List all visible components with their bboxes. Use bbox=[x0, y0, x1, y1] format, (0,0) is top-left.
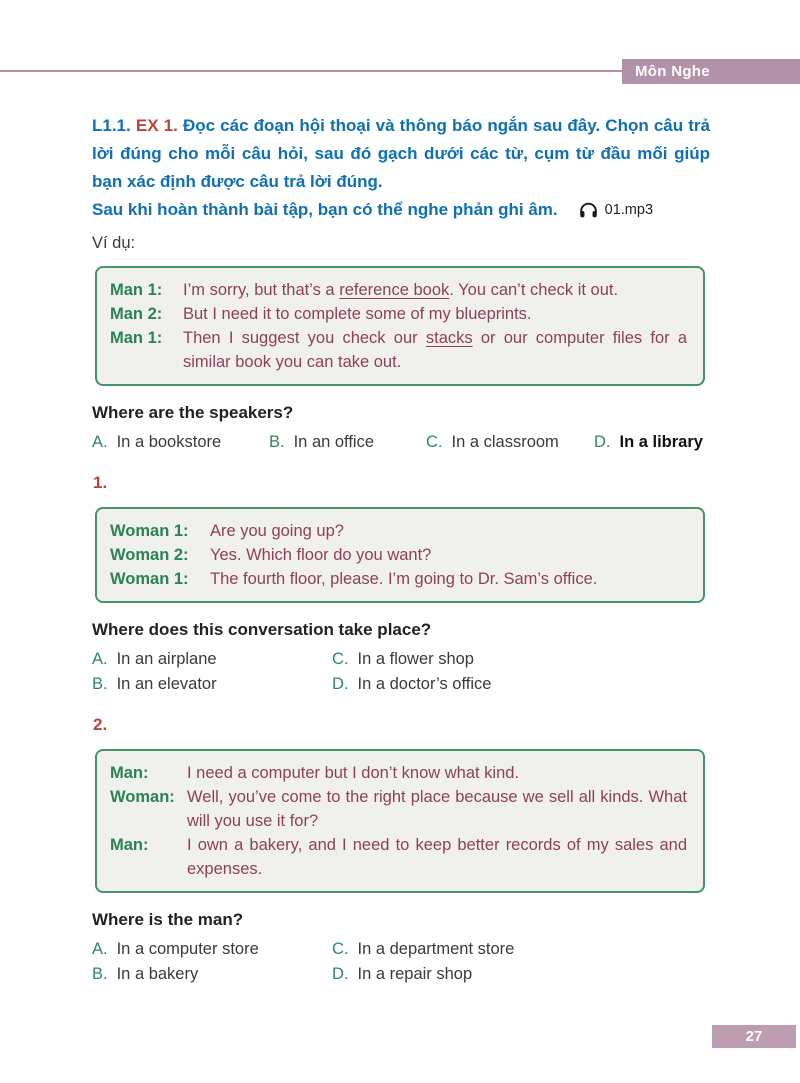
dialogue-row bbox=[110, 833, 687, 881]
option-text: In a library bbox=[619, 433, 703, 451]
speaker-label: Woman 2: bbox=[110, 546, 189, 564]
dialogue-row bbox=[110, 761, 687, 785]
option-text: In a doctor’s office bbox=[357, 675, 492, 693]
dialogue-text bbox=[187, 833, 687, 881]
dialogue-box-1 bbox=[95, 507, 705, 603]
option-text: In a classroom bbox=[451, 433, 559, 451]
option-text: In a bakery bbox=[116, 965, 199, 983]
page-number: 27 bbox=[745, 1028, 763, 1045]
option-letter: B. bbox=[92, 965, 108, 983]
page-number-badge bbox=[712, 1025, 796, 1048]
option-letter: A. bbox=[92, 433, 108, 451]
question-2-number: 2. bbox=[93, 715, 108, 734]
dialogue-row bbox=[110, 543, 687, 567]
example-question: Where are the speakers? bbox=[92, 403, 294, 422]
answer-option bbox=[92, 647, 332, 672]
speaker-label: Man: bbox=[110, 764, 149, 782]
dialogue-text bbox=[183, 302, 687, 326]
speaker-label: Man 2: bbox=[110, 305, 163, 323]
speaker-label: Woman 1: bbox=[110, 522, 189, 540]
audio-file-name: 01.mp3 bbox=[604, 202, 654, 218]
option-text: In an elevator bbox=[116, 675, 217, 693]
option-letter: C. bbox=[332, 940, 349, 958]
exercise-instruction bbox=[92, 112, 710, 196]
answer-option bbox=[332, 647, 710, 672]
speaker-label: Woman: bbox=[110, 788, 175, 806]
answer-option bbox=[332, 937, 710, 962]
option-letter: D. bbox=[332, 965, 349, 983]
dialogue-row bbox=[110, 278, 687, 302]
answer-option bbox=[594, 430, 710, 455]
option-text: In an office bbox=[293, 433, 375, 451]
dialogue-segment: . You can’t check it out. bbox=[449, 281, 619, 299]
option-letter: B. bbox=[92, 675, 108, 693]
section-tab bbox=[622, 59, 800, 84]
option-text: In a bookstore bbox=[116, 433, 222, 451]
answer-option bbox=[332, 672, 710, 697]
option-letter: C. bbox=[426, 433, 443, 451]
answer-option bbox=[92, 672, 332, 697]
answer-option bbox=[426, 430, 594, 455]
question-2-options bbox=[92, 937, 710, 987]
question-2-text: Where is the man? bbox=[92, 910, 244, 929]
option-text: In a flower shop bbox=[357, 650, 474, 668]
page-content bbox=[92, 112, 710, 987]
dialogue-row bbox=[110, 785, 687, 833]
speaker-label: Woman 1: bbox=[110, 570, 189, 588]
audio-instruction-line bbox=[92, 196, 710, 224]
dialogue-text bbox=[183, 326, 687, 374]
dialogue-text bbox=[187, 785, 687, 833]
option-letter: B. bbox=[269, 433, 285, 451]
dialogue-text bbox=[210, 519, 687, 543]
dialogue-row bbox=[110, 302, 687, 326]
answer-option bbox=[92, 937, 332, 962]
option-letter: D. bbox=[332, 675, 349, 693]
option-text: In a computer store bbox=[116, 940, 259, 958]
answer-option bbox=[332, 962, 710, 987]
dialogue-row bbox=[110, 519, 687, 543]
section-tab-label: Môn Nghe bbox=[635, 63, 710, 80]
example-label: Ví dụ: bbox=[92, 234, 136, 252]
underlined-key-phrase: reference book bbox=[339, 281, 450, 299]
answer-option bbox=[92, 430, 269, 455]
dialogue-box-example bbox=[95, 266, 705, 386]
dialogue-text bbox=[187, 761, 687, 785]
option-letter: C. bbox=[332, 650, 349, 668]
answer-option bbox=[92, 962, 332, 987]
option-letter: D. bbox=[594, 433, 611, 451]
question-1-number: 1. bbox=[93, 473, 108, 492]
example-options bbox=[92, 430, 710, 455]
dialogue-segment: Yes. Which floor do you want? bbox=[210, 546, 432, 564]
headphones-icon bbox=[578, 200, 599, 221]
dialogue-segment: I’m sorry, but that’s a bbox=[183, 281, 340, 299]
question-1-text: Where does this conversation take place? bbox=[92, 620, 432, 639]
header-rule bbox=[0, 70, 624, 72]
speaker-label: Man 1: bbox=[110, 329, 163, 347]
option-letter: A. bbox=[92, 940, 108, 958]
dialogue-box-2 bbox=[95, 749, 705, 893]
dialogue-text bbox=[210, 543, 687, 567]
dialogue-text bbox=[210, 567, 687, 591]
speaker-label: Man: bbox=[110, 836, 149, 854]
lesson-code: L1.1. bbox=[92, 116, 131, 135]
option-letter: A. bbox=[92, 650, 108, 668]
answer-option bbox=[269, 430, 426, 455]
dialogue-segment: The fourth floor, please. I’m going to Dr. Sam’s office. bbox=[210, 570, 598, 588]
audio-instruction-text: Sau khi hoàn thành bài tập, bạn có thể nghe phản ghi âm. bbox=[92, 200, 558, 219]
dialogue-segment: or our computer files for a similar book you can take out. bbox=[183, 329, 688, 371]
underlined-key-phrase: stacks bbox=[425, 329, 473, 347]
dialogue-segment: Well, you’ve come to the right place because we sell all kinds. What will you use it for? bbox=[187, 788, 687, 830]
option-text: In a repair shop bbox=[357, 965, 473, 983]
dialogue-segment: I own a bakery, and I need to keep better records of my sales and expenses. bbox=[187, 836, 687, 878]
option-text: In an airplane bbox=[116, 650, 217, 668]
dialogue-segment: Are you going up? bbox=[210, 522, 344, 540]
question-1-options bbox=[92, 647, 710, 697]
instruction-text: Đọc các đoạn hội thoại và thông báo ngắn sau đây. Chọn câu trả lời đúng cho mỗi câu hỏi, sau đó gạch dưới các từ, cụm từ đầu mối giúp bạn xác định được câu trả lời đúng. bbox=[92, 116, 710, 191]
dialogue-row bbox=[110, 326, 687, 374]
speaker-label: Man 1: bbox=[110, 281, 163, 299]
dialogue-text bbox=[183, 278, 687, 302]
dialogue-row bbox=[110, 567, 687, 591]
exercise-code: EX 1. bbox=[135, 116, 178, 135]
audio-file-chip bbox=[578, 196, 653, 224]
option-text: In a department store bbox=[357, 940, 515, 958]
dialogue-segment: Then I suggest you check our bbox=[183, 329, 426, 347]
dialogue-segment: I need a computer but I don’t know what kind. bbox=[187, 764, 520, 782]
dialogue-segment: But I need it to complete some of my blueprints. bbox=[183, 305, 532, 323]
